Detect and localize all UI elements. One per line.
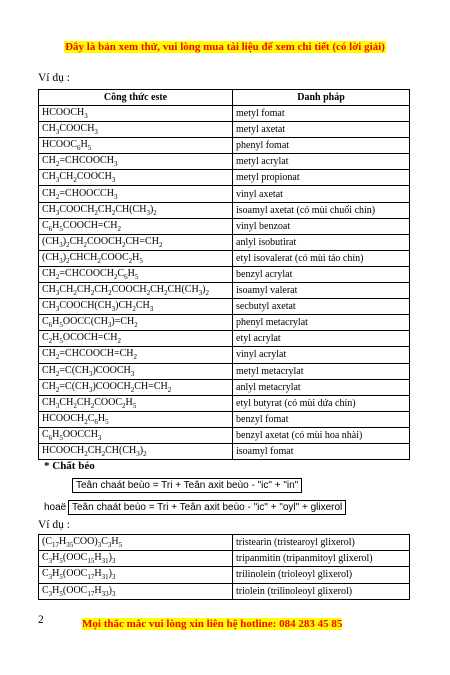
hotline-text: Mọi thắc mắc vui lòng xin liên hệ hotline: 084 283 45 85	[82, 618, 343, 630]
preview-banner	[0, 37, 450, 55]
formula-cell: $CH_3COOCH_3$	[39, 122, 233, 138]
formula-cell: $HCOOCH_2C_6H_5$	[39, 411, 233, 427]
example-label-2: Ví dụ :	[38, 519, 70, 531]
formula-cell: $CH_2=C(CH_3)COOCH_3$	[39, 363, 233, 379]
ester-table	[38, 89, 410, 460]
name-cell: benzyl fomat	[233, 411, 410, 427]
table-row	[39, 202, 410, 218]
table-row	[39, 250, 410, 266]
table-row	[39, 583, 410, 599]
preview-banner-text: Đây là bản xem thử, vui lòng mua tài liệu để xem chi tiết (có lời giải)	[65, 41, 385, 53]
table-header-row	[39, 90, 410, 106]
name-cell: tristearin (tristearoyl glixerol)	[233, 535, 410, 551]
table-row	[39, 106, 410, 122]
table-row	[39, 218, 410, 234]
formula-cell: $CH_3CH_2CH_2CH_2COOCH_2CH_2CH(CH_3)_2$	[39, 283, 233, 299]
table-row	[39, 266, 410, 282]
formula-cell: $CH_2=CHCOOCH_2C_6H_5$	[39, 266, 233, 282]
formula-cell: $CH_3COOCH_2CH_2CH(CH_3)_2$	[39, 202, 233, 218]
table-row	[39, 122, 410, 138]
formula-cell: $HCOOCH_2CH_2CH(CH_3)_2$	[39, 443, 233, 459]
name-cell: isoamyl axetat (có mùi chuối chín)	[233, 202, 410, 218]
formula-cell: $C_6H_5OOCCH_3$	[39, 427, 233, 443]
name-cell: metyl metacrylat	[233, 363, 410, 379]
table-row	[39, 395, 410, 411]
table-row	[39, 299, 410, 315]
table-row	[39, 283, 410, 299]
name-cell: metyl fomat	[233, 106, 410, 122]
table-row	[39, 443, 410, 459]
formula-cell: $(C_{17}H_{35}COO)_3C_3H_5$	[39, 535, 233, 551]
formula-cell: $C_3H_5(OOC_{17}H_{33})_3$	[39, 583, 233, 599]
formula-cell: $CH_2=CHOOCCH_3$	[39, 186, 233, 202]
table-row	[39, 315, 410, 331]
hotline-footer	[82, 614, 342, 632]
name-cell: vinyl benzoat	[233, 218, 410, 234]
or-label: hoaë	[44, 502, 67, 513]
name-cell: benzyl acrylat	[233, 266, 410, 282]
formula-cell: $C_6H_5COOCH=CH_2$	[39, 218, 233, 234]
formula-cell: $HCOOCH_3$	[39, 106, 233, 122]
table-row	[39, 535, 410, 551]
name-cell: metyl acrylat	[233, 154, 410, 170]
column-header-name: Danh pháp	[233, 90, 410, 106]
formula-cell: $CH_2=CHCOOCH=CH_2$	[39, 347, 233, 363]
formula-cell: $CH_2=C(CH_3)COOCH_2CH=CH_2$	[39, 379, 233, 395]
fat-naming-formula-2: Teân chaát beùo = Tri + Teân axit beùo - "ic" + "oyl" + glixerol	[68, 500, 346, 515]
name-cell: phenyl fomat	[233, 138, 410, 154]
name-cell: tripanmitin (tripanmitoyl glixerol)	[233, 551, 410, 567]
table-row	[39, 551, 410, 567]
name-cell: trilinolein (trioleoyl glixerol)	[233, 567, 410, 583]
name-cell: anlyl isobutirat	[233, 234, 410, 250]
name-cell: etyl acrylat	[233, 331, 410, 347]
formula-cell: $C_3H_5(OOC_{17}H_{31})_3$	[39, 567, 233, 583]
name-cell: anlyl metacrylat	[233, 379, 410, 395]
formula-cell: $CH_2=CHCOOCH_3$	[39, 154, 233, 170]
name-cell: benzyl axetat (có mùi hoa nhài)	[233, 427, 410, 443]
formula-cell: $CH_3CH_2COOCH_3$	[39, 170, 233, 186]
name-cell: secbutyl axetat	[233, 299, 410, 315]
name-cell: isoamyl valerat	[233, 283, 410, 299]
name-cell: etyl isovalerat (có mùi táo chín)	[233, 250, 410, 266]
fat-naming-formula-1: Teân chaát beùo = Tri + Teân axit beùo - "ic" + "in"	[72, 478, 302, 493]
table-row	[39, 567, 410, 583]
formula-cell: $CH_3COOCH(CH_3)CH_2CH_3$	[39, 299, 233, 315]
name-cell: vinyl axetat	[233, 186, 410, 202]
name-cell: metyl axetat	[233, 122, 410, 138]
column-header-formula: Công thức este	[39, 90, 233, 106]
table-row	[39, 379, 410, 395]
name-cell: triolein (trilinoleoyl glixerol)	[233, 583, 410, 599]
table-row	[39, 363, 410, 379]
name-cell: isoamyl fomat	[233, 443, 410, 459]
page-number: 2	[38, 614, 44, 626]
formula-cell: $C_2H_5OCOCH=CH_2$	[39, 331, 233, 347]
name-cell: phenyl metacrylat	[233, 315, 410, 331]
table-row	[39, 234, 410, 250]
example-label: Ví dụ :	[38, 72, 70, 84]
name-cell: etyl butyrat (có mùi dứa chín)	[233, 395, 410, 411]
formula-cell: $(CH_3)_2CHCH_2COOC_2H_5$	[39, 250, 233, 266]
table-row	[39, 427, 410, 443]
table-row	[39, 347, 410, 363]
name-cell: vinyl acrylat	[233, 347, 410, 363]
name-cell: metyl propionat	[233, 170, 410, 186]
table-row	[39, 170, 410, 186]
table-row	[39, 186, 410, 202]
formula-cell: $C_3H_5(OOC_{15}H_{31})_3$	[39, 551, 233, 567]
table-row	[39, 411, 410, 427]
formula-cell: $C_6H_5OOCC(CH_3)=CH_2$	[39, 315, 233, 331]
fats-heading: * Chất béo	[44, 460, 95, 472]
formula-cell: $(CH_3)_2CH_2COOCH_2CH=CH_2$	[39, 234, 233, 250]
table-row	[39, 138, 410, 154]
fat-table	[38, 534, 410, 600]
formula-cell: $CH_3CH_2CH_2COOC_2H_5$	[39, 395, 233, 411]
table-row	[39, 154, 410, 170]
formula-cell: $HCOOC_6H_5$	[39, 138, 233, 154]
table-row	[39, 331, 410, 347]
